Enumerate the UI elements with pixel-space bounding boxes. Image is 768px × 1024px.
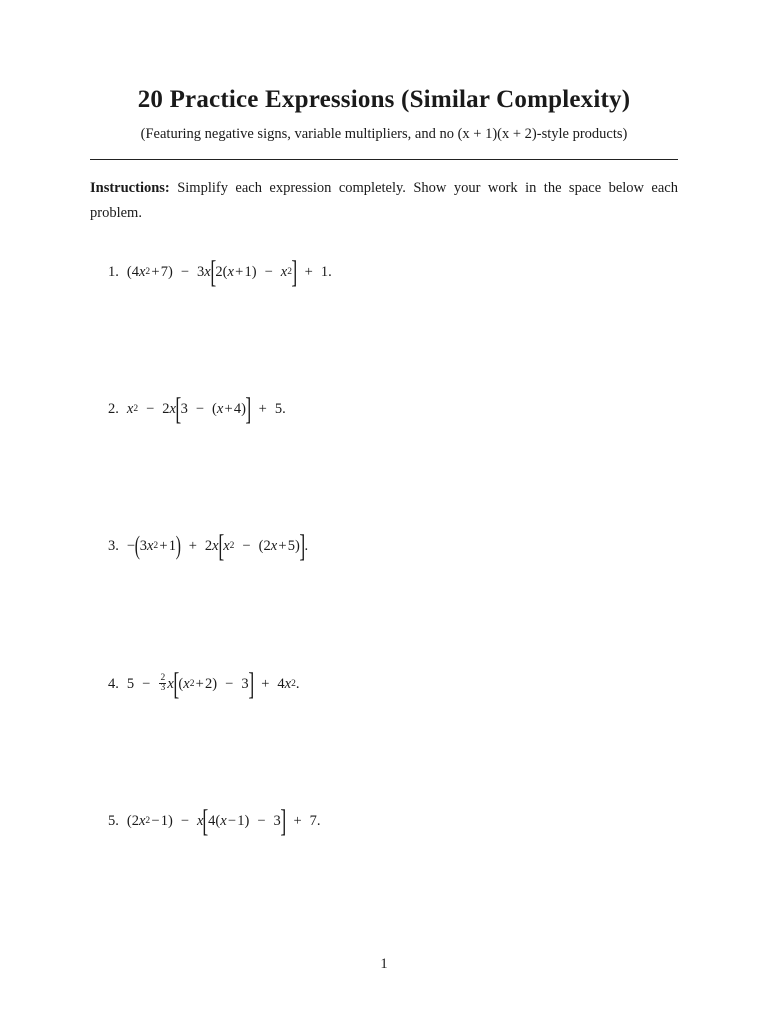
problem-number: 1. (108, 263, 119, 280)
page-subtitle: (Featuring negative signs, variable multipliers, and no (x + 1)(x + 2)-style products) (140, 126, 628, 142)
page-title: 20 Practice Expressions (Similar Complexity) (137, 86, 631, 113)
problem-number: 3. (108, 537, 119, 554)
problem-expression: (4 x 2 + 7) − 3 x [ 2( x + 1) − x 2 ] + 1. (126, 253, 332, 289)
problem-2 (108, 391, 286, 427)
problem-1 (108, 254, 332, 290)
instructions-text: Simplify each expression completely. Show your work in the space below each problem. (90, 180, 678, 221)
problem-3 (108, 528, 308, 564)
problem-5 (108, 803, 321, 839)
instructions-label: Instructions: (90, 180, 170, 196)
problem-number: 5. (108, 812, 119, 829)
problem-expression: 5 − $\frac{2}{3}$ x [ ( x 2 + 2) − 3 ] + 4 x 2 . (126, 665, 300, 701)
instructions (90, 176, 678, 226)
problem-4 (108, 666, 299, 702)
page-number: 1 (380, 956, 388, 972)
problem-number: 4. (108, 675, 119, 692)
problem-number: 2. (108, 400, 119, 417)
problem-expression: x 2 − 2 x [ 3 − ( x + 4) ] + 5. (126, 390, 286, 426)
title-rule (90, 159, 678, 160)
problem-expression: (2 x 2 − 1) − x [ 4( x − 1) − 3 ] + 7. (126, 802, 321, 838)
problem-expression: − ( 3 x 2 + 1 ) + 2 x [ x 2 − (2 x + 5) ] . (126, 527, 309, 563)
